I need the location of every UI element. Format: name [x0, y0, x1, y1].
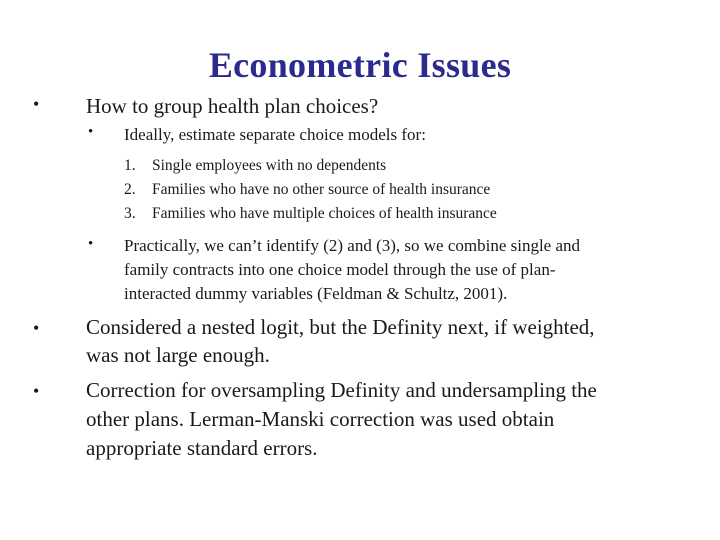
bullet-3-line-3: appropriate standard errors.: [86, 436, 318, 460]
numbered-item-1: [124, 156, 386, 176]
item-text: Families who have multiple choices of health insurance: [152, 205, 497, 222]
sub-bullet-2-line-1: Practically, we can’t identify (2) and (3), so we combine single and: [124, 236, 581, 255]
bullet-2-line-1: Considered a nested logit, but the Definity next, if weighted,: [86, 315, 595, 339]
bullet-icon: •: [33, 381, 40, 401]
item-number: 2.: [124, 181, 136, 198]
bullet-3-line-1: Correction for oversampling Definity and undersampling the: [86, 378, 597, 402]
bullet-icon: •: [33, 94, 40, 114]
bullet-1-text: How to group health plan choices?: [86, 94, 379, 118]
sub-bullet-icon: •: [88, 124, 94, 140]
item-text: Single employees with no dependents: [152, 157, 387, 174]
numbered-item-3: [124, 204, 497, 224]
bullet-2-line-2: was not large enough.: [86, 343, 270, 367]
item-text: Families who have no other source of health insurance: [152, 181, 491, 198]
bullet-3-line-2: other plans. Lerman-Manski correction was used obtain: [86, 407, 555, 431]
numbered-item-2: [124, 180, 490, 200]
slide-title: Econometric Issues: [208, 45, 512, 85]
sub-bullet-2-line-2: family contracts into one choice model through the use of plan-: [124, 260, 556, 279]
item-number: 1.: [124, 157, 136, 174]
sub-bullet-2-line-3: interacted dummy variables (Feldman & Schultz, 2001).: [124, 284, 508, 303]
bullet-icon: •: [33, 318, 40, 338]
sub-bullet-icon: •: [88, 236, 94, 252]
item-number: 3.: [124, 205, 136, 222]
sub-bullet-1-text: Ideally, estimate separate choice models for:: [124, 125, 426, 144]
